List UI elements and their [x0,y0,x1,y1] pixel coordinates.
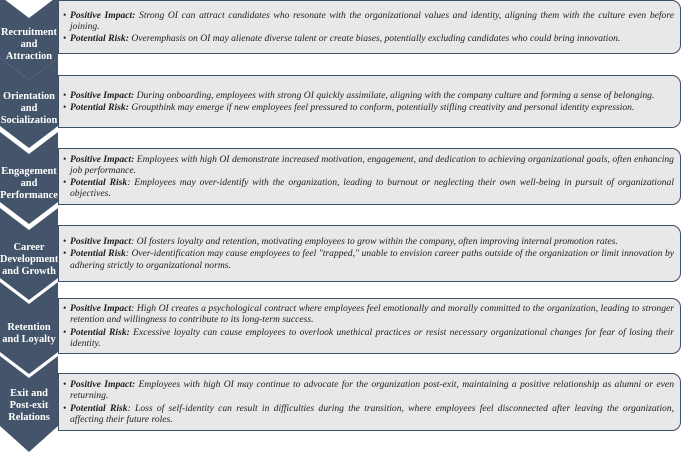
stage-label-line: Relations [8,412,50,423]
positive-impact-label: Positive Impact [70,303,132,315]
positive-impact-text: Employees with high OI may continue to advocate for the organization post-exit, maintaining a positive relationship as alumni or even returning. [70,379,674,402]
potential-risk-item [63,102,674,113]
stage-label-line: and [20,178,38,189]
bullet-icon: • [63,236,67,248]
bullet-icon: • [63,33,67,45]
potential-risk-text: : Over-identification may cause employees to feel "trapped," unable to envision career paths outside of the organization or limit innovation by adhering strictly to organizational norms. [70,248,675,271]
stage-box-retention [58,298,681,354]
positive-impact-item [63,10,674,32]
potential-risk-label: Potential Risk [70,402,128,414]
positive-impact-text: Strong OI can attract candidates who resonate with the organizational values and identity, aligning them with the culture even before joining. [70,9,674,32]
stage-label [0,166,58,202]
potential-risk-item [63,248,674,270]
bullet-icon: • [63,248,67,260]
bullet-icon: • [63,379,67,391]
stage-box-recruitment [58,0,681,54]
bullet-icon: • [63,153,67,165]
stage-label-line: Socialization [0,115,58,126]
positive-impact-text: : OI fosters loyalty and retention, motivating employees to grow within the company, often improving internal promotion rates. [131,236,618,248]
potential-risk-text: Excessive loyalty can cause employees to overlook unethical practices or resist necessary organizational changes for fear of losing their identity. [70,326,674,349]
stage-box-engagement [58,148,681,205]
bullet-icon: • [63,102,67,113]
positive-impact-label: Positive Impact: [70,379,136,391]
potential-risk-item [63,327,674,349]
potential-risk-text: : Loss of self-identity can result in difficulties during the transition, where employees feel disconnected after leaving the organization, affecting their future roles. [70,402,675,425]
potential-risk-label: Potential Risk: [70,33,129,45]
positive-impact-item [63,90,674,101]
positive-impact-text: Employees with high OI demonstrate increased motivation, engagement, and dedication to achieving organizational goals, often enhancing job performance. [70,153,674,176]
positive-impact-text: : High OI creates a psychological contract where employees feel emotionally and morally committed to the organization, leading to stronger retention and willingness to contribute to its long-term success. [70,303,674,326]
potential-risk-label: Potential Risk: [70,326,130,338]
potential-risk-label: Potential Risk [70,177,128,188]
stage-label [0,322,58,346]
positive-impact-label: Positive Impact [70,236,132,248]
bullet-icon: • [63,402,67,414]
potential-risk-item [63,33,674,44]
potential-risk-label: Potential Risk [70,248,126,260]
potential-risk-text: Groupthink may emerge if new employees feel pressured to conform, potentially stifling creativity and personal identity expression. [131,102,635,113]
stage-label-line: Exit and [10,388,48,399]
stage-label-line: Development [0,254,59,265]
stage-label-line: Career [13,242,45,253]
positive-impact-text: During onboarding, employees with strong OI quickly assimilate, aligning with the company culture and forming a sense of belonging. [136,89,655,101]
stage-label-line: Attraction [5,51,53,62]
positive-impact-item [63,303,674,325]
bullet-icon: • [63,89,67,101]
potential-risk-text: : Employees may over-identify with the organization, leading to burnout or neglecting their own well-being in pursuit of organizational objectives. [70,177,675,200]
stage-box-career [58,225,681,282]
positive-impact-item [63,379,674,401]
stage-label [0,388,58,424]
potential-risk-item [63,403,674,425]
positive-impact-item [63,236,674,247]
stage-label-line: Engagement [1,166,57,177]
stage-label-line: and Loyalty [2,334,56,345]
stage-label-line: Retention [7,322,51,333]
stage-label-line: Orientation [3,91,55,102]
potential-risk-text: Overemphasis on OI may alienate diverse talent or create biases, potentially excluding candidates who could bring innovation. [131,33,621,45]
stage-label-line: Performance [0,190,58,201]
stage-box-exit [58,373,681,431]
potential-risk-item [63,177,674,199]
bullet-icon: • [63,9,67,21]
stage-label [0,242,58,278]
positive-impact-item [63,154,674,176]
bullet-icon: • [63,303,67,315]
positive-impact-label: Positive Impact: [70,9,136,21]
potential-risk-label: Potential Risk: [70,102,129,113]
stage-label-line: Post-exit [9,400,49,411]
positive-impact-label: Positive Impact: [70,89,135,101]
bullet-icon: • [63,177,67,188]
stage-label-line: and [20,39,38,50]
bullet-icon: • [63,326,67,338]
chevron-exit [0,356,58,452]
stage-box-orientation [58,75,681,128]
positive-impact-label: Positive Impact: [70,153,135,165]
stage-label-line: Recruitment [1,27,57,38]
stage-label [0,91,58,127]
stage-label-line: and [20,103,38,114]
stage-label-line: and Growth [2,266,56,277]
